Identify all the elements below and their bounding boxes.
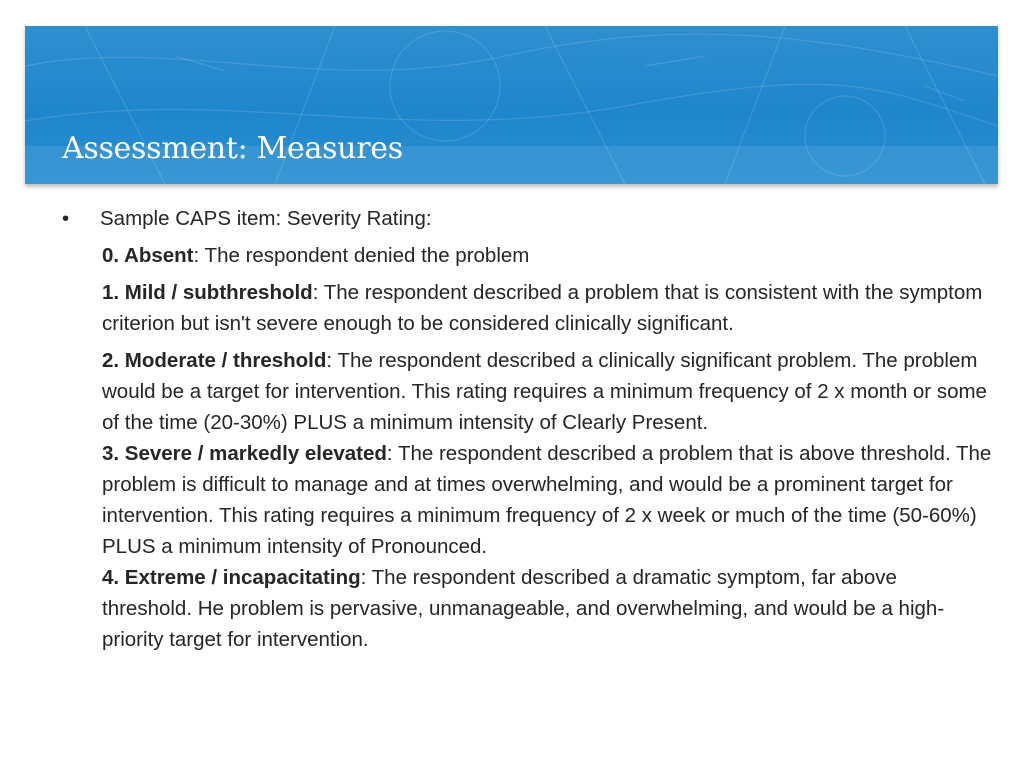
bullet-item [62, 203, 992, 234]
rating-description: The respondent denied the problem [199, 244, 530, 267]
rating-separator: : [193, 244, 200, 267]
rating-separator: : [326, 349, 333, 372]
rating-item-3 [102, 438, 992, 562]
rating-description: The respondent described a problem that is consistent with the symptom criterion but isn't severe enough to be considered clinically significant. [102, 281, 983, 335]
rating-item-4 [102, 562, 992, 655]
bullet-text: Sample CAPS item: Severity Rating: [100, 207, 432, 230]
bullet-icon: • [62, 207, 70, 230]
rating-item-1 [102, 277, 992, 339]
rating-term: 4. Extreme / incapacitating [102, 566, 361, 589]
rating-description: The respondent described a problem that is above threshold. The problem is difficult to manage and at times overwhelming, and would be a prominent target for intervention. This rating requires a minimum frequency of 2 x week or much of the time (50-60%) PLUS a minimum intensity of Pronounced. [102, 442, 992, 558]
severity-rating-list [102, 240, 992, 655]
rating-separator: : [312, 281, 319, 304]
rating-description: The respondent described a clinically significant problem. The problem would be a target for intervention. This rating requires a minimum frequency of 2 x month or some of the time (20-30%) PLUS a minimum intensity of Clearly Present. [102, 349, 987, 434]
rating-term: 2. Moderate / threshold [102, 349, 327, 372]
rating-item-0 [102, 240, 992, 271]
rating-separator: : [386, 442, 393, 465]
slide-body [62, 203, 992, 655]
rating-term: 3. Severe / markedly elevated [102, 442, 387, 465]
slide-title: Assessment: Measures [62, 131, 403, 166]
rating-item-2 [102, 345, 992, 438]
rating-term: 0. Absent [102, 244, 194, 267]
rating-description: The respondent described a dramatic symptom, far above threshold. He problem is pervasive, unmanageable, and overwhelming, and would be a high-priority target for intervention. [102, 566, 945, 651]
rating-term: 1. Mild / subthreshold [102, 281, 313, 304]
rating-separator: : [360, 566, 367, 589]
